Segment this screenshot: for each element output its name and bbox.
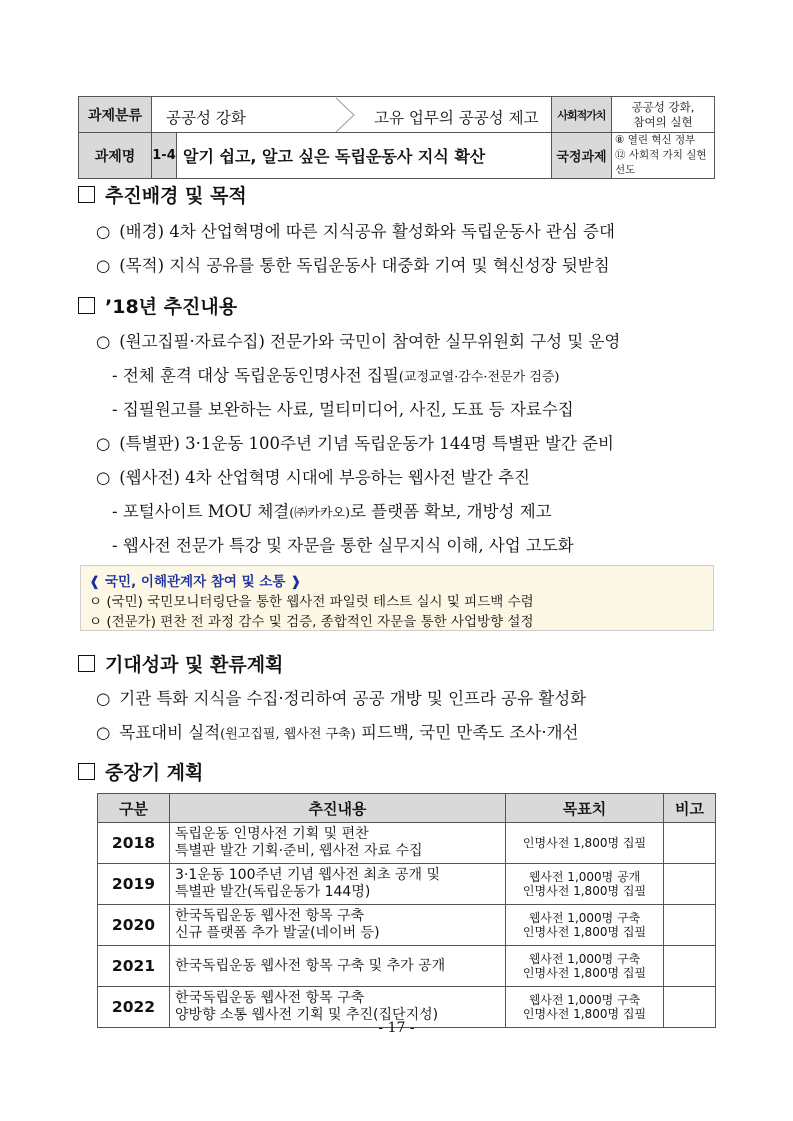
text-mou: - 포털사이트 MOU 체결 xyxy=(112,502,290,521)
note-cell xyxy=(664,864,716,905)
text-background: (배경) 4차 산업혁명에 따른 지식공유 활성화와 독립운동사 관심 증대 xyxy=(119,222,615,241)
table-row xyxy=(98,823,716,864)
participation-expert: ㅇ (전문가) 편찬 전 과정 감수 및 검증, 종합적인 자문을 통한 사업방향 설정 xyxy=(89,614,534,630)
list-item-purpose xyxy=(96,252,610,276)
content-line: 한국독립운동 웹사전 항목 구축 xyxy=(175,908,365,924)
task-name-label: 과제명 xyxy=(79,133,152,179)
target-line: 인명사전 1,800명 집필 xyxy=(522,925,647,939)
list-item-special-edition xyxy=(96,430,614,454)
section-title-expected xyxy=(78,650,283,677)
content-cell xyxy=(170,864,506,905)
text-dictionary: - 전체 훈격 대상 독립운동인명사전 집필 xyxy=(112,366,399,385)
col-header-target: 목표치 xyxy=(506,794,664,823)
content-line: 양방향 소통 웹사전 기획 및 추진(집단지성) xyxy=(175,1007,439,1023)
category-primary: 공공성 강화 xyxy=(166,109,246,127)
text-mou-company: (㈜카카오) xyxy=(289,506,351,521)
task-code: 1-4 xyxy=(152,133,177,179)
task-header-table xyxy=(78,96,715,179)
text-feedback-note: (원고집필, 웹사전 구축) xyxy=(220,727,356,742)
list-item-knowledge xyxy=(96,685,586,709)
target-cell xyxy=(506,946,664,987)
target-line: 웹사전 1,000명 구축 xyxy=(528,911,641,925)
content-cell xyxy=(170,905,506,946)
text-materials: - 집필원고를 보완하는 사료, 멀티미디어, 사진, 도표 등 자료수집 xyxy=(112,400,574,419)
target-cell xyxy=(506,864,664,905)
category-secondary: 고유 업무의 공공성 제고 xyxy=(374,109,539,127)
circle-bullet-icon: ○ xyxy=(96,332,111,351)
content-line: 특별판 발간 기획·준비, 웹사전 자료 수집 xyxy=(175,843,423,859)
section-title-text: 추진배경 및 목적 xyxy=(105,185,247,207)
note-cell xyxy=(664,905,716,946)
text-web-dictionary: (웹사전) 4차 산업혁명 시대에 부응하는 웹사전 발간 추진 xyxy=(119,468,530,487)
sub-item-dictionary xyxy=(112,362,560,386)
circle-bullet-icon: ○ xyxy=(96,468,111,487)
circle-bullet-icon: ○ xyxy=(96,222,111,241)
chevron-right-icon xyxy=(334,97,356,133)
text-purpose: (목적) 지식 공유를 통한 독립운동사 대중화 기여 및 혁신성장 뒷받침 xyxy=(119,256,610,275)
social-value-line2: 참여의 실현 xyxy=(633,114,693,129)
list-item-web-dictionary xyxy=(96,464,530,488)
category-cell xyxy=(152,97,552,133)
circle-bullet-icon: ○ xyxy=(96,723,111,742)
participation-box xyxy=(80,565,714,631)
text-dictionary-note: (교정교열·감수·전문가 검증) xyxy=(398,370,560,385)
year-cell: 2020 xyxy=(98,905,170,946)
target-line: 인명사전 1,800명 집필 xyxy=(522,884,647,898)
section-title-plan xyxy=(78,758,203,785)
col-header-year: 구분 xyxy=(98,794,170,823)
target-cell xyxy=(506,905,664,946)
year-cell: 2018 xyxy=(98,823,170,864)
sub-item-materials xyxy=(112,396,574,420)
national-task-label: 국정과제 xyxy=(552,133,612,179)
content-line: 한국독립운동 웹사전 항목 구축 및 추가 공개 xyxy=(175,957,446,974)
content-line: 특별판 발간(독립운동가 144명) xyxy=(175,884,371,900)
target-line: 웹사전 1,000명 구축 xyxy=(528,952,641,966)
section-title-text: 중장기 계획 xyxy=(105,762,204,784)
col-header-note: 비고 xyxy=(664,794,716,823)
checkbox-square-icon xyxy=(78,186,95,203)
social-value-line1: 공공성 강화, xyxy=(631,99,695,114)
task-name: 알기 쉽고, 알고 싶은 독립운동사 지식 확산 xyxy=(177,133,552,179)
table-row xyxy=(98,905,716,946)
content-cell xyxy=(170,946,506,987)
text-feedback: 목표대비 실적 xyxy=(119,723,221,742)
note-cell xyxy=(664,946,716,987)
text-mou-rest: 로 플랫폼 확보, 개방성 제고 xyxy=(350,502,552,521)
col-header-content: 추진내용 xyxy=(170,794,506,823)
section-title-text: ’18년 추진내용 xyxy=(105,296,238,318)
content-line: 한국독립운동 웹사전 항목 구축 xyxy=(175,990,365,1006)
national-task-line2: ⑫ 사회적 가치 실현 선도 xyxy=(615,149,707,176)
content-line: 독립운동 인명사전 기획 및 편찬 xyxy=(175,826,369,842)
target-cell xyxy=(506,823,664,864)
text-feedback-rest: 피드백, 국민 만족도 조사·개선 xyxy=(355,723,579,742)
target-line: 인명사전 1,800명 집필 xyxy=(522,1007,647,1021)
table-row xyxy=(98,946,716,987)
sub-item-mou xyxy=(112,498,552,522)
text-lectures: - 웹사전 전문가 특강 및 자문을 통한 실무지식 이해, 사업 고도화 xyxy=(112,536,574,555)
circle-bullet-icon: ○ xyxy=(96,256,111,275)
social-value-label: 사회적가치 xyxy=(552,97,612,133)
section-title-background xyxy=(78,181,247,208)
note-cell xyxy=(664,823,716,864)
social-value xyxy=(612,97,715,133)
list-item-feedback xyxy=(96,719,578,743)
national-task xyxy=(612,133,715,179)
section-title-text: 기대성과 및 환류계획 xyxy=(105,654,284,676)
national-task-line1: ⑧ 열린 혁신 정부 xyxy=(615,134,696,146)
list-item-writing xyxy=(96,328,620,352)
category-label: 과제분류 xyxy=(79,97,152,133)
table-row xyxy=(98,864,716,905)
year-cell: 2022 xyxy=(98,987,170,1028)
participation-title: ❰ 국민, 이해관계자 참여 및 소통 ❱ xyxy=(89,574,302,590)
content-line: 3·1운동 100주년 기념 웹사전 최초 공개 및 xyxy=(175,867,441,883)
checkbox-square-icon xyxy=(78,655,95,672)
year-cell: 2019 xyxy=(98,864,170,905)
target-line: 인명사전 1,800명 집필 xyxy=(522,966,647,980)
text-writing: (원고집필·자료수집) 전문가와 국민이 참여한 실무위원회 구성 및 운영 xyxy=(119,332,621,351)
content-line: 신규 플랫폼 추가 발굴(네이버 등) xyxy=(175,925,380,941)
year-cell: 2021 xyxy=(98,946,170,987)
checkbox-square-icon xyxy=(78,297,95,314)
target-line: 웹사전 1,000명 구축 xyxy=(528,993,641,1007)
list-item-background xyxy=(96,218,615,242)
text-knowledge: 기관 특화 지식을 수집·정리하여 공공 개방 및 인프라 공유 활성화 xyxy=(119,689,587,708)
sub-item-lectures xyxy=(112,532,574,556)
content-cell xyxy=(170,823,506,864)
target-line: 인명사전 1,800명 집필 xyxy=(522,836,647,850)
page-number: - 17 - xyxy=(378,1020,415,1036)
long-term-plan-table xyxy=(97,793,716,1028)
target-line: 웹사전 1,000명 공개 xyxy=(528,870,641,884)
circle-bullet-icon: ○ xyxy=(96,689,111,708)
participation-citizen: ㅇ (국민) 국민모니터링단을 통한 웹사전 파일럿 테스트 실시 및 피드백 수렴 xyxy=(89,594,534,610)
circle-bullet-icon: ○ xyxy=(96,434,111,453)
section-title-progress xyxy=(78,292,237,319)
checkbox-square-icon xyxy=(78,763,95,780)
text-special-edition: (특별판) 3·1운동 100주년 기념 독립운동가 144명 특별판 발간 준비 xyxy=(119,434,614,453)
